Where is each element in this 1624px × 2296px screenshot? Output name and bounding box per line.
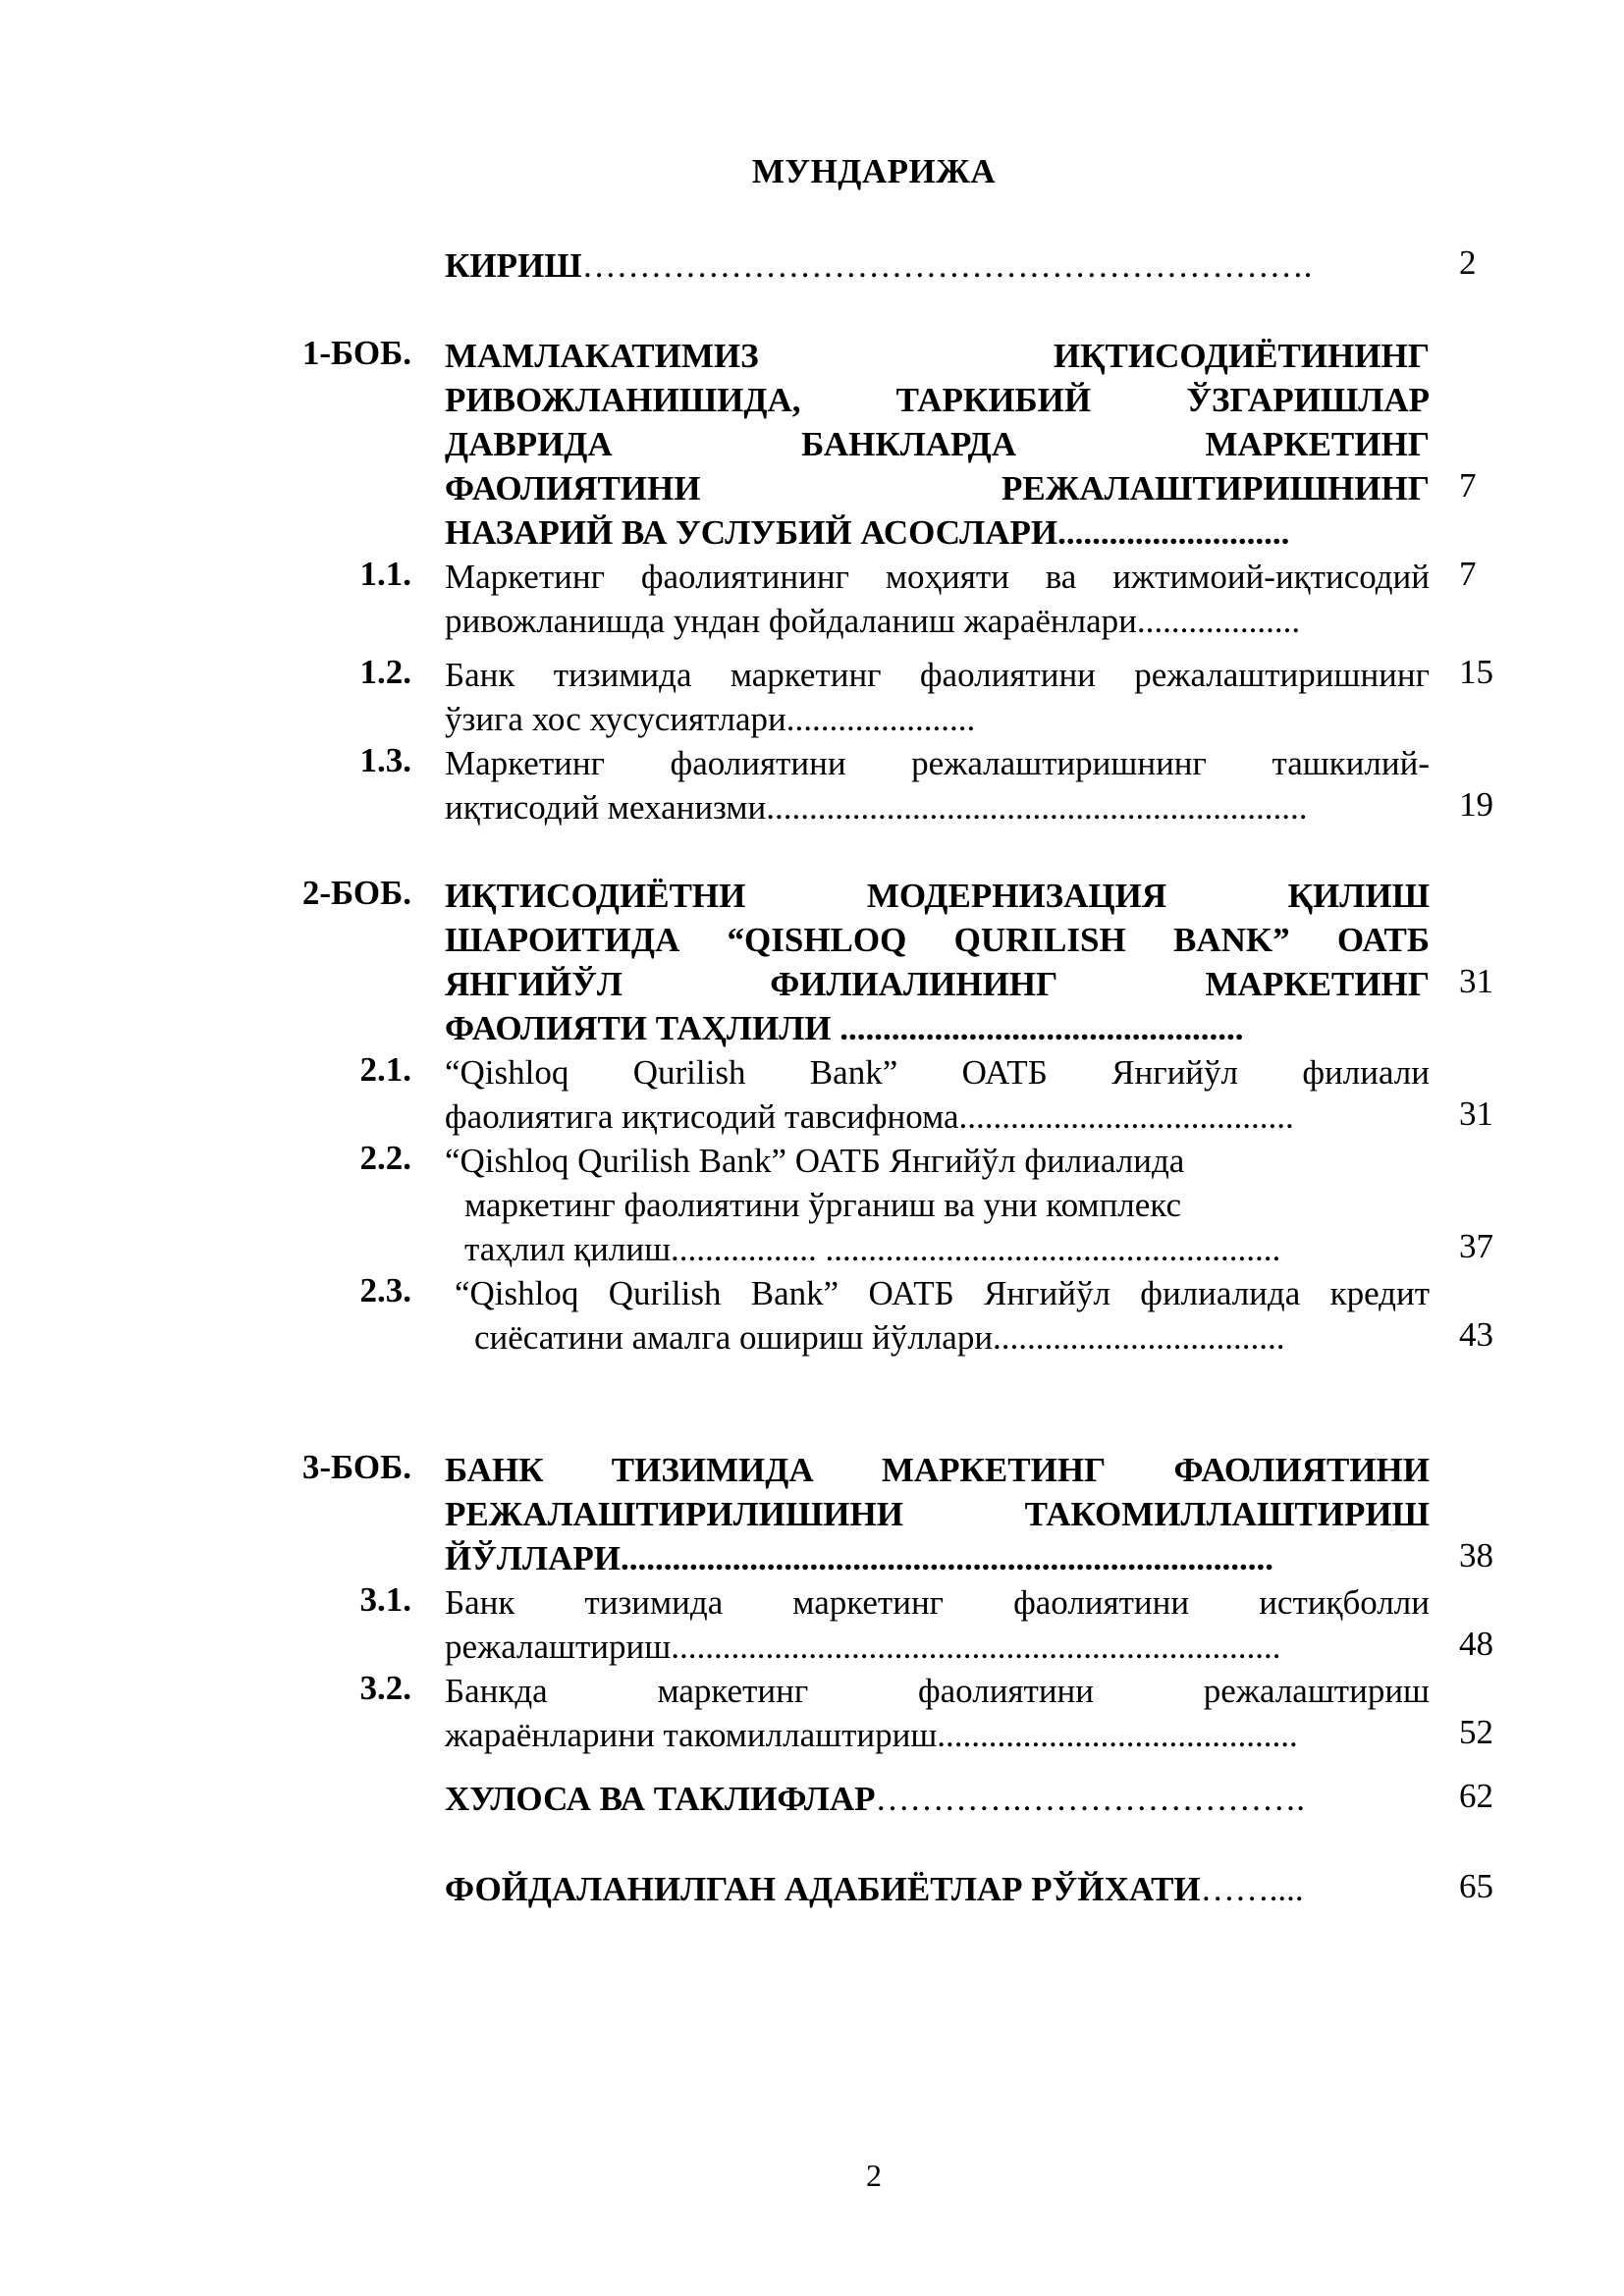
section-3-1-title-line: режалаштириш....................................................................... (445, 1628, 1281, 1666)
references-leader-dots: …….... (1200, 1870, 1304, 1908)
section-1-3-page-number: 19 (1459, 785, 1493, 824)
section-2-1-title-line: “Qishloq Qurilish Bank” ОАТБ Янгийўл филиали (445, 1053, 1430, 1092)
section-1-3-title-line: Маркетинг фаолиятини режалаштиришнинг ташкилий- (445, 744, 1430, 782)
chapter-3-page-number: 38 (1459, 1536, 1493, 1575)
section-3-1-page-number: 48 (1459, 1625, 1493, 1663)
section-1-2-title-line: Банк тизимида маркетинг фаолиятини режалаштиришнинг (445, 656, 1430, 694)
section-1-2-title-line: ўзига хос хусусиятлари...................... (445, 700, 976, 738)
chapter-2-title-line: ШАРОИТИДА “QISHLOQ QURILISH BANK” ОАТБ (445, 921, 1430, 959)
chapter-1-title-line: ФАОЛИЯТИНИ РЕЖАЛАШТИРИШНИНГ (445, 469, 1430, 507)
section-2-2-number: 2.2. (359, 1139, 411, 1177)
section-2-2-title-line: маркетинг фаолиятини ўрганиш ва уни комплекс (464, 1186, 1181, 1224)
chapter-2-title-line: ЯНГИЙЎЛ ФИЛИАЛИНИНГ МАРКЕТИНГ (445, 965, 1430, 1003)
section-3-1-title-line: Банк тизимида маркетинг фаолиятини истиқболли (445, 1583, 1430, 1622)
section-2-1-number: 2.1. (359, 1050, 411, 1089)
section-1-3-number: 1.3. (359, 741, 411, 779)
intro-label: КИРИШ (445, 246, 582, 285)
chapter-2-title-line: ФАОЛИЯТИ ТАҲЛИЛИ ............................................... (445, 1009, 1244, 1047)
chapter-1-label: 1-БОБ. (301, 334, 411, 372)
section-1-1-title-line: ривожланишда ундан фойдаланиш жараёнлари................... (445, 602, 1301, 640)
section-1-2-page-number: 15 (1459, 653, 1493, 691)
chapter-2-label: 2-БОБ. (301, 874, 411, 912)
chapter-1-page-number: 7 (1459, 466, 1477, 505)
conclusion-leader-dots: ………….……………………. (875, 1780, 1306, 1818)
section-3-1-number: 3.1. (359, 1580, 411, 1619)
chapter-3-title-line: ЙЎЛЛАРИ............................................................................ (445, 1539, 1273, 1577)
chapter-3-title-line: БАНК ТИЗИМИДА МАРКЕТИНГ ФАОЛИЯТИНИ (445, 1451, 1430, 1489)
section-2-3-page-number: 43 (1459, 1315, 1493, 1354)
section-2-3-number: 2.3. (359, 1271, 411, 1309)
section-3-2-title-line: Банкда маркетинг фаолиятини режалаштириш (445, 1672, 1430, 1710)
section-1-1-page-number: 7 (1459, 555, 1477, 593)
intro-page-number: 2 (1459, 243, 1477, 282)
conclusion-page-number: 62 (1459, 1777, 1493, 1815)
section-2-2-title-line: таҳлил қилиш................. ..................................................... (464, 1230, 1281, 1268)
chapter-3-title-line: РЕЖАЛАШТИРИЛИШИНИ ТАКОМИЛЛАШТИРИШ (445, 1495, 1430, 1533)
intro-leader-dots: ………………………………………………………. (581, 246, 1313, 285)
section-2-1-page-number: 31 (1459, 1095, 1493, 1133)
section-2-1-title-line: фаолиятига иқтисодий тавсифнома....................................... (445, 1097, 1294, 1136)
chapter-1-title-line: НАЗАРИЙ ВА УСЛУБИЙ АСОСЛАРИ........................... (445, 513, 1290, 552)
footer-page-number: 2 (866, 2158, 882, 2193)
section-3-2-number: 3.2. (359, 1669, 411, 1707)
conclusion-label: ХУЛОСА ВА ТАКЛИФЛАР (445, 1780, 876, 1818)
section-3-2-page-number: 52 (1459, 1713, 1493, 1751)
section-3-2-title-line: жараёнларини такомиллаштириш.......................................... (445, 1716, 1298, 1754)
section-1-1-number: 1.1. (359, 555, 411, 593)
chapter-2-page-number: 31 (1459, 962, 1493, 1000)
section-1-2-number: 1.2. (359, 653, 411, 691)
chapter-1-title-line: РИВОЖЛАНИШИДА, ТАРКИБИЙ ЎЗГАРИШЛАР (445, 381, 1430, 419)
section-2-3-title-line: “Qishloq Qurilish Bank” ОАТБ Янгийўл филиалида кредит (455, 1274, 1430, 1312)
section-2-3-title-line: сиёсатини амалга ошириш йўллари.................................. (474, 1318, 1285, 1357)
references-page-number: 65 (1459, 1867, 1493, 1905)
section-1-3-title-line: иқтисодий механизми............................................................... (445, 788, 1308, 827)
chapter-1-title-line: МАМЛАКАТИМИЗ ИҚТИСОДИЁТИНИНГ (445, 337, 1430, 375)
section-2-2-title-line: “Qishloq Qurilish Bank” ОАТБ Янгийўл филиалида (445, 1142, 1185, 1180)
references-label: ФОЙДАЛАНИЛГАН АДАБИЁТЛАР РЎЙХАТИ (445, 1870, 1201, 1908)
chapter-1-title-line: ДАВРИДА БАНКЛАРДА МАРКЕТИНГ (445, 425, 1430, 463)
page-title: МУНДАРИЖА (751, 152, 997, 190)
chapter-3-label: 3-БОБ. (301, 1448, 411, 1486)
section-1-1-title-line: Маркетинг фаолиятининг моҳияти ва ижтимоий-иқтисодий (445, 558, 1430, 596)
chapter-2-title-line: ИҚТИСОДИЁТНИ МОДЕРНИЗАЦИЯ ҚИЛИШ (445, 877, 1430, 915)
section-2-2-page-number: 37 (1459, 1227, 1493, 1265)
